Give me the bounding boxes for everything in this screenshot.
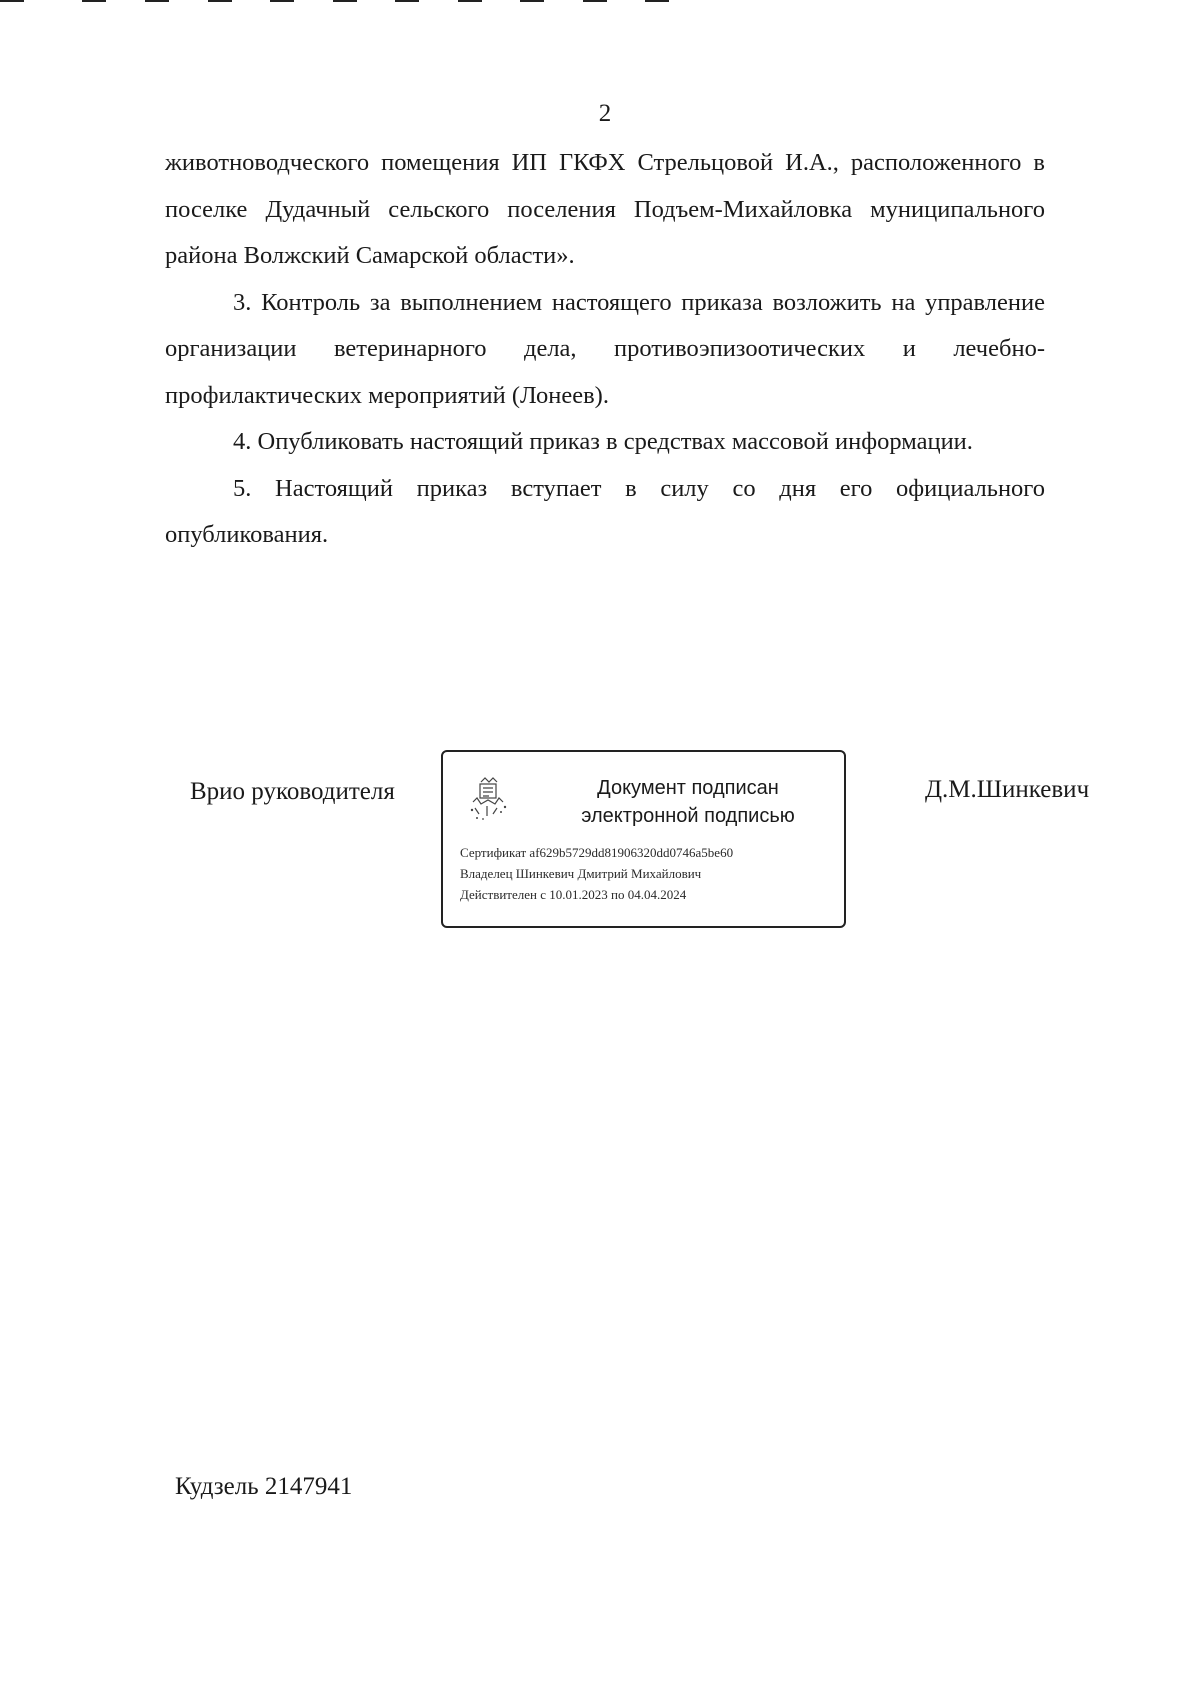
stamp-details xyxy=(460,842,733,905)
stamp-title xyxy=(553,774,823,830)
paragraph-item-3: 3. Контроль за выполнением настоящего приказа возложить на управление организации ветеринарного дела, противоэпизоотических и лечебно-профилактических мероприятий (Лонеев). xyxy=(165,288,1045,409)
coat-of-arms-icon xyxy=(463,774,513,822)
paragraph-continuation: животноводческого помещения ИП ГКФХ Стрельцовой И.А., расположенного в поселке Дудачный сельского поселения Подъем-Михайловка муниципального района Волжский Самарской области». xyxy=(165,149,1045,269)
document-body xyxy=(165,140,1045,559)
signer-name: Д.М.Шинкевич xyxy=(925,776,1090,803)
stamp-title-line-1: Документ подписан xyxy=(597,777,779,799)
stamp-certificate: Сертификат af629b5729dd81906320dd0746a5be60 xyxy=(460,845,734,860)
paragraph-item-5: 5. Настоящий приказ вступает в силу со дня его официального опубликования. xyxy=(165,474,1045,548)
paragraph-item-4: 4. Опубликовать настоящий приказ в средствах массовой информации. xyxy=(233,428,973,455)
stamp-owner: Владелец Шинкевич Дмитрий Михайлович xyxy=(460,866,702,881)
executor-note: Кудзель 2147941 xyxy=(175,1473,353,1500)
scan-edge-marks xyxy=(0,0,700,6)
signer-position: Врио руководителя xyxy=(190,778,395,805)
electronic-signature-stamp xyxy=(441,750,846,928)
page-number: 2 xyxy=(598,100,612,127)
stamp-title-line-2: электронной подписью xyxy=(581,805,795,827)
stamp-validity: Действителен с 10.01.2023 по 04.04.2024 xyxy=(460,887,687,902)
